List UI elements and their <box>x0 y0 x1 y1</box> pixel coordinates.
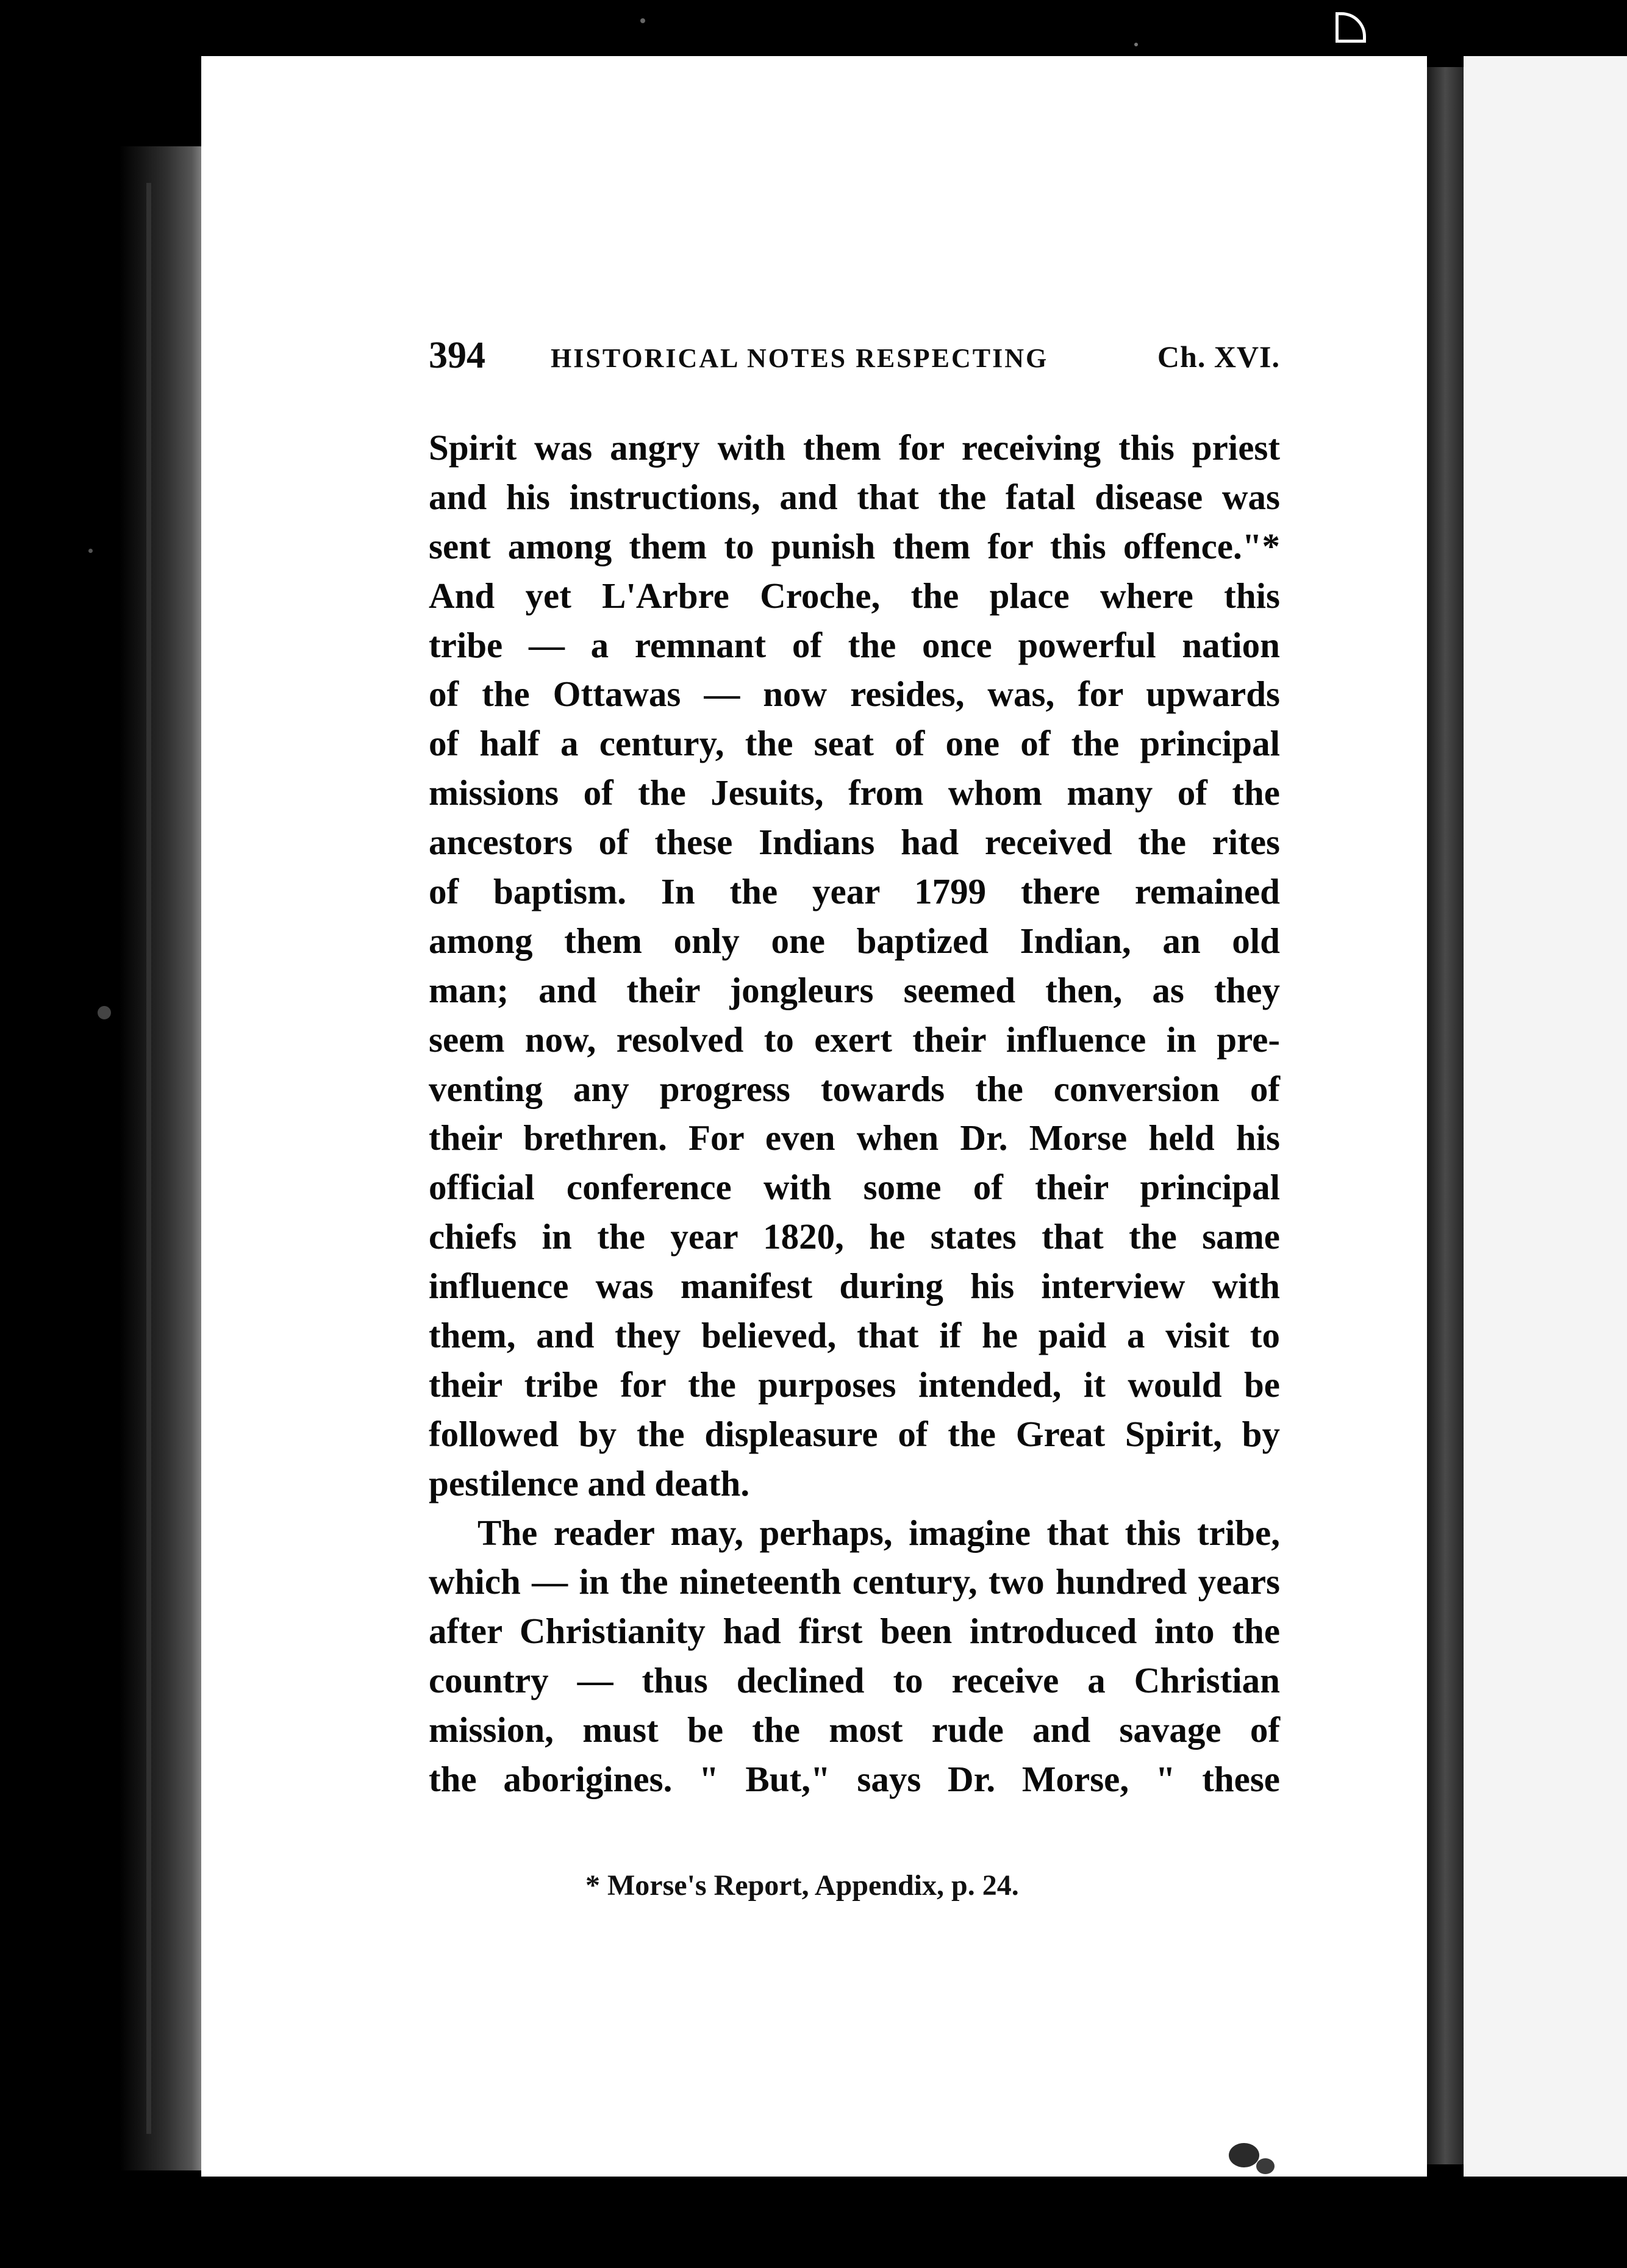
text-line: after Christianity had first been introduced into the <box>429 1611 1280 1652</box>
text-line: seem now, resolved to exert their influence in pre- <box>429 1019 1280 1060</box>
text-line: of the Ottawas — now resides, was, for upwards <box>429 674 1280 715</box>
text-line: influence was manifest during his interview with <box>429 1266 1280 1307</box>
text-line: ancestors of these Indians had received the rites <box>429 822 1280 863</box>
text-line: among them only one baptized Indian, an old <box>429 920 1280 961</box>
page-number: 394 <box>429 335 485 376</box>
text-line: country — thus declined to receive a Christian <box>429 1660 1280 1701</box>
next-page-edge <box>1464 56 1627 2177</box>
text-line: mission, must be the most rude and savage of <box>429 1710 1280 1750</box>
running-title: HISTORICAL NOTES RESPECTING <box>551 343 1049 373</box>
page-edge-shadow <box>1427 67 1464 2164</box>
text-line: sent among them to punish them for this offence."* <box>429 526 1280 566</box>
text-line: venting any progress towards the conversion of <box>429 1068 1280 1109</box>
text-line: And yet L'Arbre Croche, the place where this <box>429 575 1280 616</box>
text-line: man; and their jongleurs seemed then, as they <box>429 969 1280 1010</box>
scan-speck <box>98 1006 111 1019</box>
text-line: Spirit was angry with them for receiving this priest <box>429 427 1280 468</box>
text-line: their brethren. For even when Dr. Morse held his <box>429 1118 1280 1158</box>
text-line: tribe — a remnant of the once powerful nation <box>429 624 1280 665</box>
binding-streak <box>146 183 151 2134</box>
scan-speck <box>1229 2143 1259 2167</box>
text-line: them, and they believed, that if he paid a visit to <box>429 1315 1280 1356</box>
binding-shadow <box>119 146 204 2170</box>
body-text <box>429 423 1280 1804</box>
scan-speck <box>1336 12 1366 43</box>
chapter-label: Ch. XVI. <box>1157 340 1280 374</box>
scan-speck <box>1134 43 1138 46</box>
text-line: their tribe for the purposes intended, it would be <box>429 1364 1280 1405</box>
text-line: of baptism. In the year 1799 there remained <box>429 871 1280 912</box>
footnote: * Morse's Report, Appendix, p. 24. <box>585 1869 1019 1902</box>
scan-speck <box>88 549 93 553</box>
text-line: of half a century, the seat of one of the principal <box>429 723 1280 764</box>
text-line: pestilence and death. <box>429 1463 750 1503</box>
text-line: followed by the displeasure of the Great Spirit, by <box>429 1413 1280 1454</box>
text-line: missions of the Jesuits, from whom many of the <box>429 772 1280 813</box>
text-line: and his instructions, and that the fatal disease was <box>429 476 1280 517</box>
text-line: The reader may, perhaps, imagine that this tribe, <box>477 1512 1280 1553</box>
text-line: chiefs in the year 1820, he states that the same <box>429 1216 1280 1257</box>
scan-speck <box>1256 2158 1275 2174</box>
scan-speck <box>640 18 645 23</box>
text-line: the aborigines. " But," says Dr. Morse, " these <box>429 1759 1280 1800</box>
text-line: which — in the nineteenth century, two hundred years <box>429 1561 1280 1602</box>
text-line: official conference with some of their principal <box>429 1167 1280 1208</box>
running-head <box>429 334 1280 389</box>
